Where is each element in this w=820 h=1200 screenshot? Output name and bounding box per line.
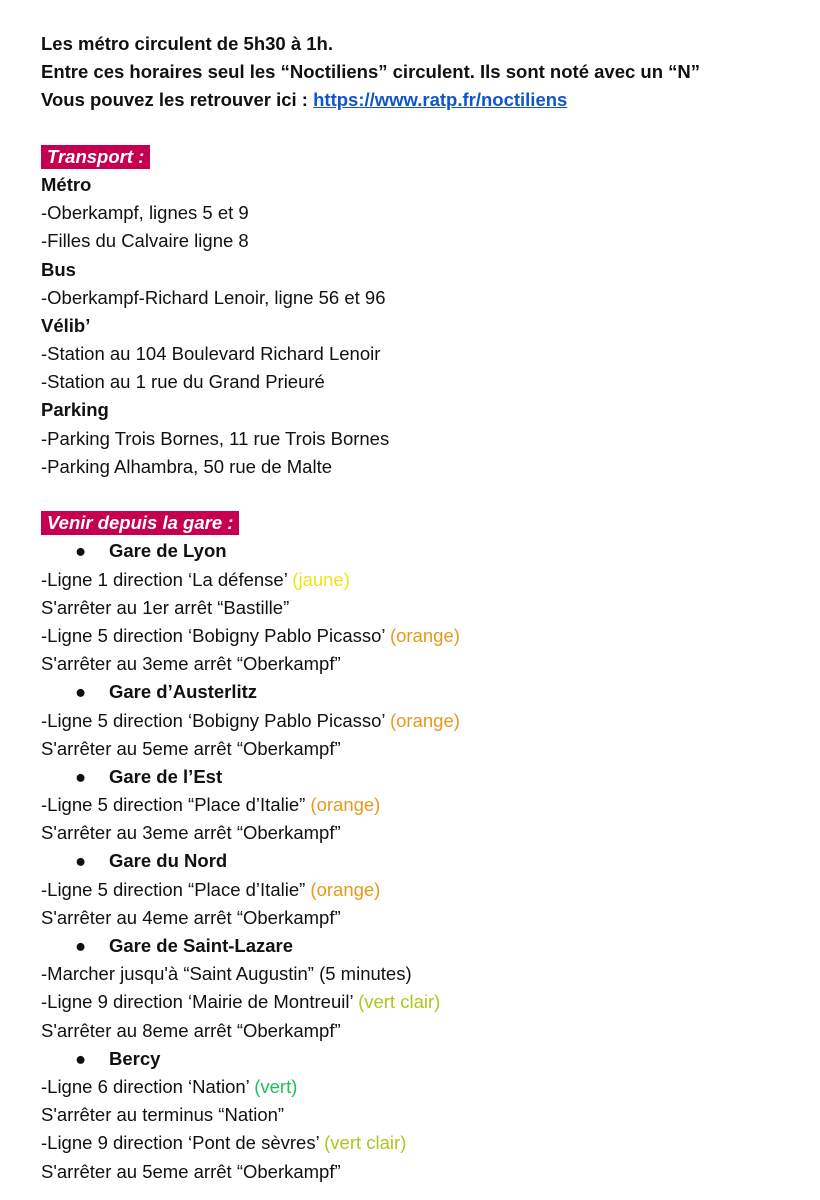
route-line — [41, 1073, 801, 1101]
gare-section — [41, 509, 801, 537]
route-line — [41, 622, 801, 650]
bullet-icon: ● — [75, 765, 87, 787]
stop-line: S'arrêter au 4eme arrêt “Oberkampf” — [41, 906, 341, 928]
bullet-icon: ● — [75, 850, 87, 872]
stop-line: S'arrêter au 5eme arrêt “Oberkampf” — [41, 1160, 341, 1182]
line-color-label: (vert) — [254, 1075, 298, 1097]
bus-heading: Bus — [41, 258, 76, 280]
route-text: -Ligne 9 direction ‘Pont de sèvres’ — [41, 1132, 325, 1154]
station-name: Gare de Saint-Lazare — [109, 935, 294, 956]
route-line — [41, 1129, 801, 1157]
line-color-label: (orange) — [389, 624, 460, 646]
intro-noctiliens-note: Entre ces horaires seul les “Noctiliens” circulent. Ils sont noté avec un “N” — [41, 61, 701, 83]
route-text: -Ligne 5 direction “Place d’Italie” — [41, 878, 311, 900]
stop-line: S'arrêter au terminus “Nation” — [41, 1104, 285, 1126]
metro-heading: Métro — [41, 173, 92, 195]
line-color-label: (vert clair) — [358, 991, 441, 1013]
route-text: -Ligne 9 direction ‘Mairie de Montreuil’ — [41, 991, 359, 1013]
metro-item: -Oberkampf, lignes 5 et 9 — [41, 202, 249, 224]
route-line — [41, 707, 801, 735]
parking-item: -Parking Trois Bornes, 11 rue Trois Bornes — [41, 427, 390, 449]
bullet-icon: ● — [75, 935, 87, 956]
velib-item: -Station au 104 Boulevard Richard Lenoir — [41, 343, 381, 365]
route-line — [41, 791, 801, 819]
station-gare-de-l-est — [41, 763, 801, 791]
spacer — [41, 481, 801, 509]
route-text: -Ligne 5 direction ‘Bobigny Pablo Picasso’ — [41, 624, 390, 646]
bullet-icon: ● — [75, 1047, 87, 1069]
walk-line: -Marcher jusqu'à “Saint Augustin” (5 minutes) — [41, 963, 412, 985]
intro-hours: Les métro circulent de 5h30 à 1h. — [41, 33, 333, 54]
route-text: -Ligne 5 direction ‘Bobigny Pablo Picasso’ — [41, 709, 390, 731]
route-line — [41, 876, 801, 904]
bus-item: -Oberkampf-Richard Lenoir, ligne 56 et 96 — [41, 286, 386, 308]
station-name: Gare d’Austerlitz — [109, 681, 258, 703]
parking-heading: Parking — [41, 399, 109, 421]
stop-line: S'arrêter au 3eme arrêt “Oberkampf” — [41, 822, 341, 844]
route-line — [41, 566, 801, 594]
route-line — [41, 988, 801, 1016]
station-gare-de-lyon — [41, 537, 801, 565]
route-text: -Ligne 5 direction “Place d’Italie” — [41, 794, 311, 816]
station-gare-du-nord — [41, 847, 801, 875]
bullet-icon: ● — [75, 540, 87, 562]
stop-line: S'arrêter au 3eme arrêt “Oberkampf” — [41, 653, 341, 675]
document-page — [41, 30, 801, 1186]
intro-link-line — [41, 86, 801, 114]
velib-item: -Station au 1 rue du Grand Prieuré — [41, 371, 325, 393]
metro-item: -Filles du Calvaire ligne 8 — [41, 230, 249, 252]
line-color-label: (orange) — [310, 794, 381, 816]
route-text: -Ligne 1 direction ‘La défense’ — [41, 568, 293, 590]
line-color-label: (vert clair) — [324, 1132, 407, 1154]
noctiliens-link[interactable]: https://www.ratp.fr/noctiliens — [313, 89, 568, 111]
station-bercy — [41, 1045, 801, 1073]
stop-line: S'arrêter au 5eme arrêt “Oberkampf” — [41, 737, 341, 759]
station-name: Gare de l’Est — [109, 765, 223, 787]
station-name: Gare du Nord — [109, 850, 228, 872]
intro-link-prefix: Vous pouvez les retrouver ici : — [41, 89, 314, 111]
station-name: Gare de Lyon — [109, 540, 227, 562]
transport-title: Transport : — [41, 145, 150, 169]
station-name: Bercy — [109, 1047, 161, 1069]
bullet-icon: ● — [75, 681, 87, 703]
transport-section — [41, 143, 801, 171]
line-color-label: (jaune) — [292, 568, 350, 590]
line-color-label: (orange) — [389, 709, 460, 731]
stop-line: S'arrêter au 8eme arrêt “Oberkampf” — [41, 1019, 341, 1041]
line-color-label: (orange) — [310, 878, 381, 900]
station-gare-d-austerlitz — [41, 678, 801, 706]
spacer — [41, 115, 801, 143]
stop-line: S'arrêter au 1er arrêt “Bastille” — [41, 596, 290, 618]
station-gare-de-saint-lazare — [41, 932, 801, 960]
route-text: -Ligne 6 direction ‘Nation’ — [41, 1075, 255, 1097]
velib-heading: Vélib’ — [41, 314, 91, 336]
parking-item: -Parking Alhambra, 50 rue de Malte — [41, 455, 333, 477]
gare-title: Venir depuis la gare : — [41, 511, 239, 535]
